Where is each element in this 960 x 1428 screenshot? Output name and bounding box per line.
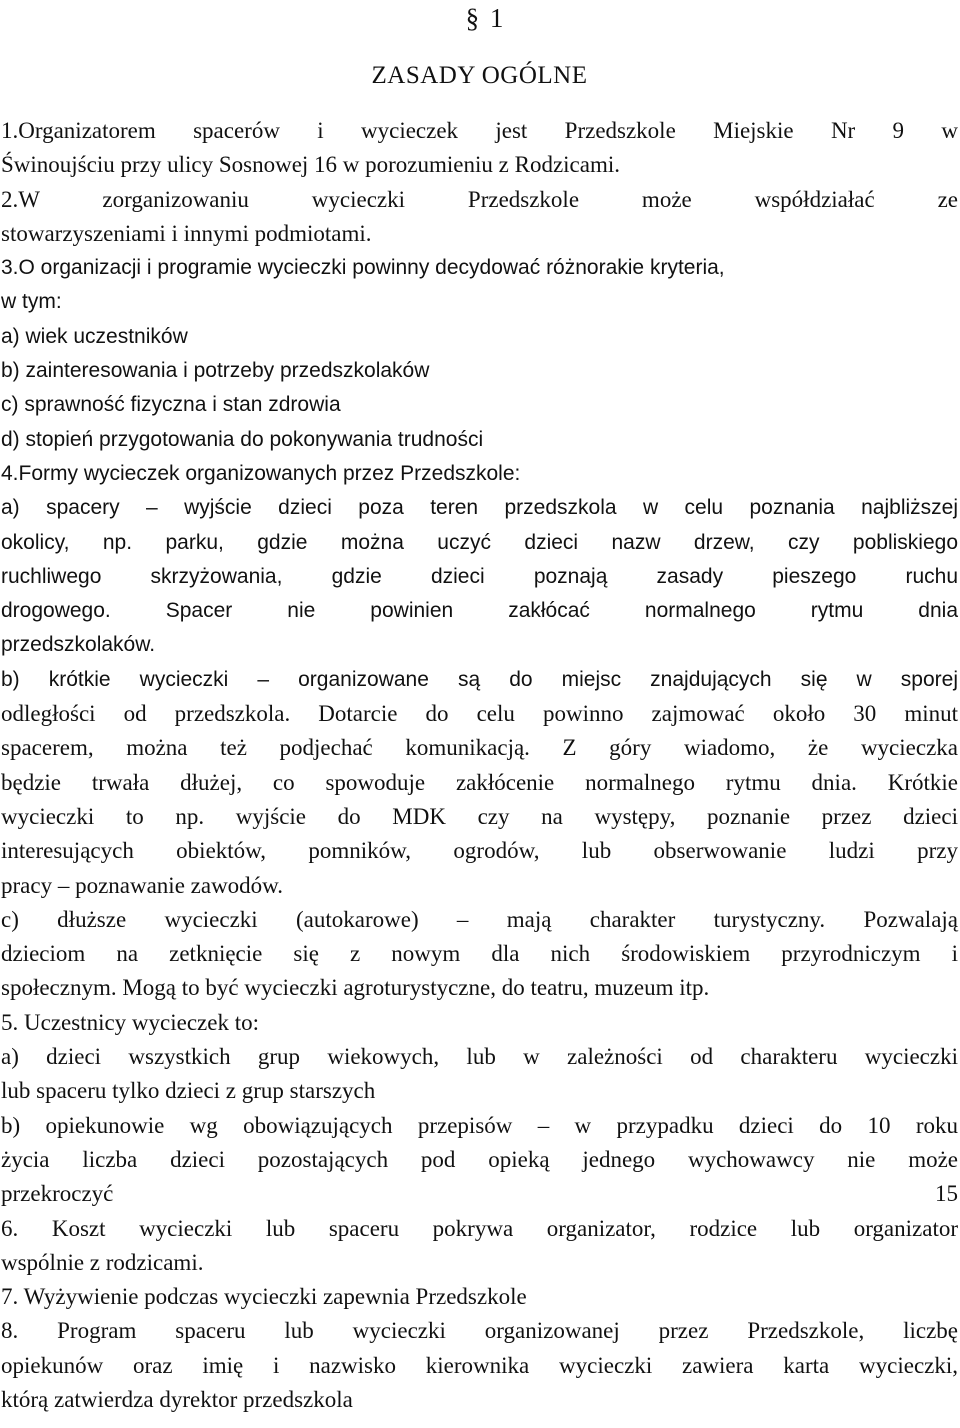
text-line: przedszkolaków. (1, 633, 156, 657)
text-line: b) zainteresowania i potrzeby przedszkolaków (1, 359, 430, 383)
text-line: pracy – poznawanie zawodów. (1, 872, 284, 898)
text-line: ruchliwego skrzyżowania, gdzie dzieci poznają zasady pieszego ruchu (1, 564, 958, 588)
text-line-right: 15 (935, 1181, 958, 1207)
section-mark: § 1 (465, 3, 506, 33)
text-line-left: przekroczyć (1, 1181, 114, 1207)
text-line: 7. Wyżywienie podczas wycieczki zapewnia Przedszkole (1, 1284, 527, 1310)
text-line: drogowego. Spacer nie powinien zakłócać normalnego rytmu dnia (1, 599, 958, 623)
text-line: dzieciom na zetknięcie się z nowym dla nich środowiskiem przyrodniczym i (1, 941, 958, 967)
text-line: 3.O organizacji i programie wycieczki powinny decydować różnorakie kryteria, (1, 256, 725, 280)
text-line: c) sprawność fizyczna i stan zdrowia (1, 393, 341, 417)
text-line: 1.Organizatorem spacerów i wycieczek jest Przedszkole Miejskie Nr 9 w (1, 118, 958, 143)
text-line: Świnoujściu przy ulicy Sosnowej 16 w porozumieniu z Rodzicami. (1, 152, 620, 178)
text-line: opiekunów oraz imię i nazwisko kierownika wycieczki zawiera karta wycieczki, (1, 1352, 958, 1378)
text-line: lub spaceru tylko dzieci z grup starszych (1, 1078, 376, 1104)
text-line: 4.Formy wycieczek organizowanych przez Przedszkole: (1, 461, 521, 485)
text-line: c) dłuższe wycieczki (autokarowe) – mają charakter turystyczny. Pozwalają (1, 906, 958, 932)
text-line: którą zatwierdza dyrektor przedszkola (1, 1386, 353, 1412)
text-line: d) stopień przygotowania do pokonywania trudności (1, 427, 484, 451)
text-line: 5. Uczestnicy wycieczek to: (1, 1009, 259, 1035)
document-body (1, 114, 958, 1417)
text-line: interesujących obiektów, pomników, ogrodów, lub obserwowanie ludzi przy (1, 838, 958, 864)
text-line: a) wiek uczestników (1, 324, 188, 348)
text-line (1, 1177, 958, 1211)
text-line: stowarzyszeniami i innymi podmiotami. (1, 220, 372, 246)
text-line: będzie trwała dłużej, co spowoduje zakłócenie normalnego rytmu dnia. Krótkie (1, 769, 958, 795)
text-line: w tym: (1, 290, 62, 314)
text-line: wspólnie z rodzicami. (1, 1249, 204, 1275)
text-line: okolicy, np. parku, gdzie można uczyć dzieci nazw drzew, czy pobliskiego (1, 530, 958, 554)
text-line: b) opiekunowie wg obowiązujących przepisów – w przypadku dzieci do 10 roku (1, 1112, 958, 1138)
text-line: spacerem, można też podjechać komunikacją. Z góry wiadomo, że wycieczka (1, 735, 958, 761)
text-line: wycieczki to np. wyjście do MDK czy na występy, poznanie przez dzieci (1, 803, 958, 829)
text-line: życia liczba dzieci pozostających pod opieką jednego wychowawcy nie może (1, 1146, 958, 1172)
text-line: 2.W zorganizowaniu wycieczki Przedszkole może współdziałać ze (1, 186, 958, 212)
text-line: odległości od przedszkola. Dotarcie do celu powinno zajmować około 30 minut (1, 701, 958, 727)
text-line: a) spacery – wyjście dzieci poza teren przedszkola w celu poznania najbliższej (1, 496, 958, 520)
section-title: ZASADY OGÓLNE (371, 62, 588, 89)
text-line: społecznym. Mogą to być wycieczki agroturystyczne, do teatru, muzeum itp. (1, 975, 710, 1001)
text-line: 6. Koszt wycieczki lub spaceru pokrywa organizator, rodzice lub organizator (1, 1215, 958, 1241)
text-line: a) dzieci wszystkich grup wiekowych, lub w zależności od charakteru wycieczki (1, 1044, 958, 1070)
text-line: b) krótkie wycieczki – organizowane są do miejsc znajdujących się w sporej (1, 667, 958, 691)
text-line: 8. Program spaceru lub wycieczki organizowanej przez Przedszkole, liczbę (1, 1318, 958, 1344)
